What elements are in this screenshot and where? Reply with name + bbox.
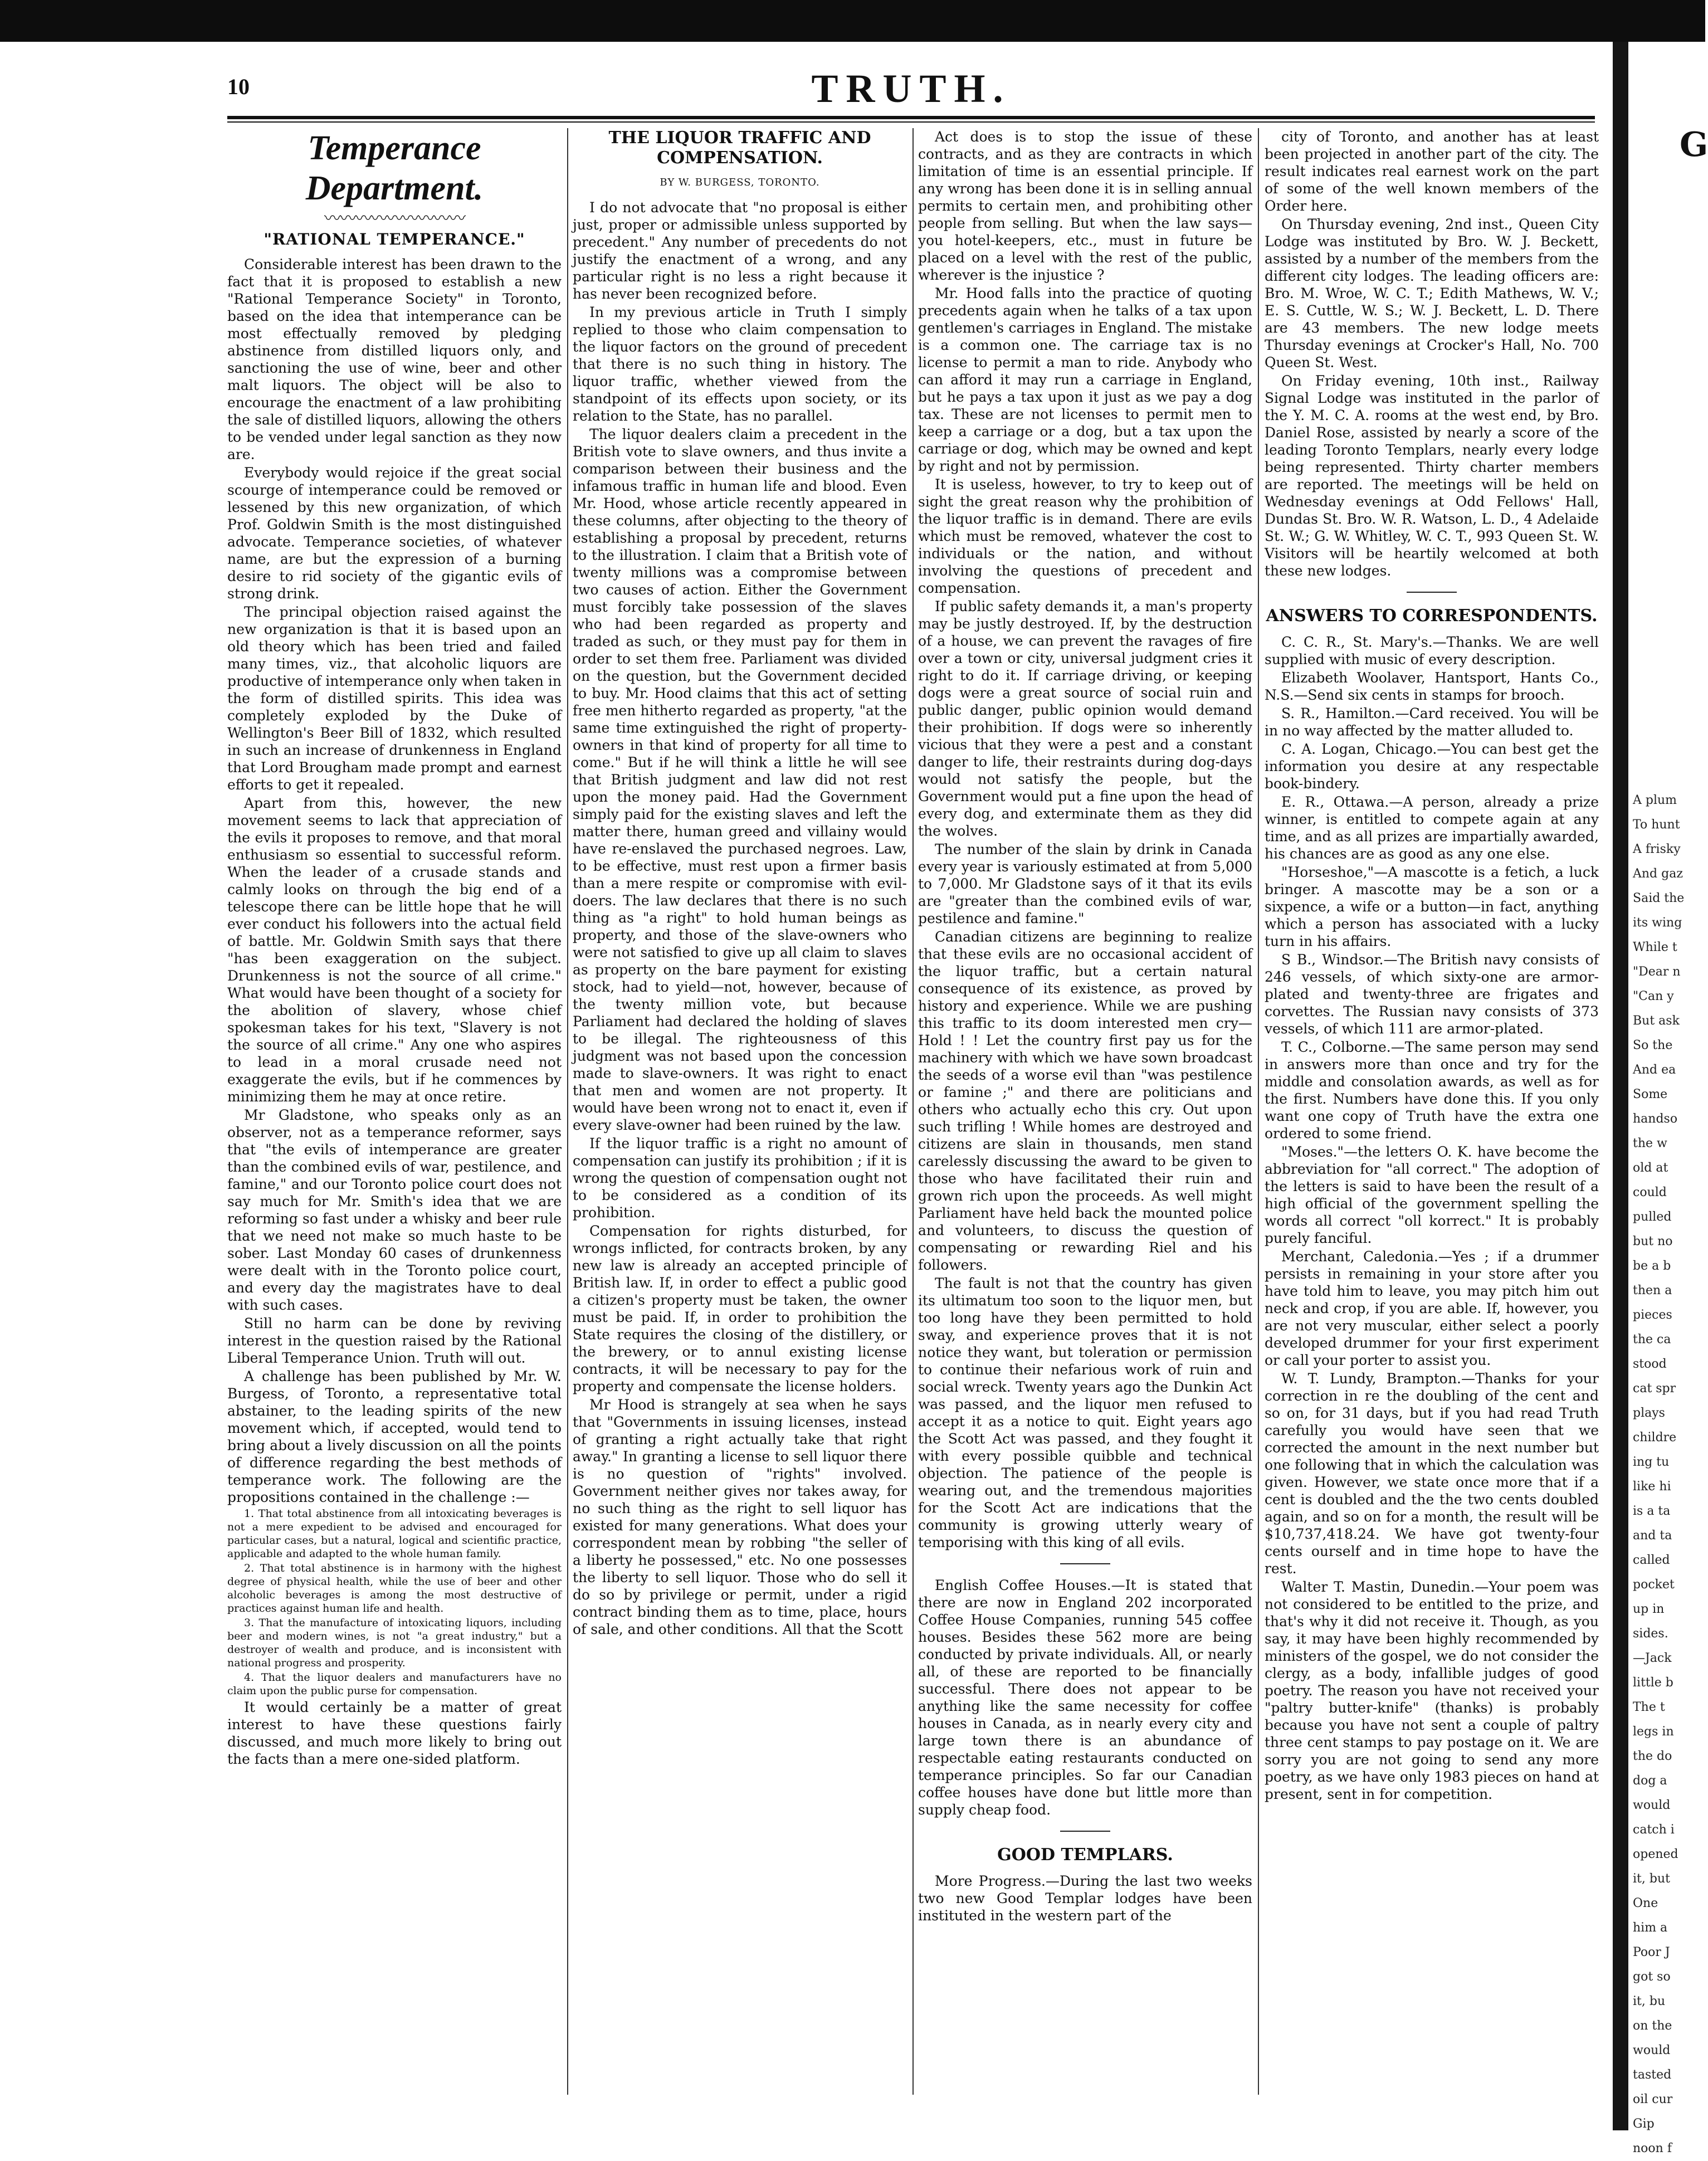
text-fragment: opened: [1633, 1847, 1678, 1861]
paragraph: Still no harm can be done by reviving interest in the question raised by the Rational Liberal Temperance Union. Truth will out.: [227, 1315, 562, 1366]
text-fragment: its wing: [1633, 916, 1682, 930]
answer-item: "Moses."—the letters O. K. have become the abbreviation for "all correct." The adoption of the letters is said to have been the result of a high official of the government spelling the words all correct "oll korrect." It is probably purely fanciful.: [1265, 1144, 1599, 1246]
text-fragment: catch i: [1633, 1823, 1675, 1837]
text-fragment: plays: [1633, 1406, 1665, 1420]
paragraph: Mr Hood is strangely at sea when he says that "Governments in issuing licenses, instead of granting a right actually take that right away." In granting a license to sell liquor there is no question of "rights" involved. Government neither gives nor takes away, for no such thing as the right to sell liquor has existed for many generations. What does your correspondent mean by robbing "the seller of a liberty he possessed," etc. No one possesses the liberty to sell liquor. Those who do sell it do so by privilege or permit, under a rigid contract binding them as to time, place, hours of sale, and other conditions. All that the Scott: [573, 1397, 907, 1637]
text-fragment: The t: [1633, 1700, 1665, 1714]
good-templars-item: More Progress.—During the last two weeks two new Good Templar lodges have been instituted in the western part of the: [918, 1873, 1252, 1924]
paragraph: city of Toronto, and another has at least been projected in another part of the city. The result indicates real earnest work on the part of some of the well known members of the Order here.: [1265, 129, 1599, 214]
answer-item: "Horseshoe,"—A mascotte is a fetich, a luck bringer. A mascotte may be a son or a sixpence, a wife or a button—in fact, anything which a person has associated with a lucky turn in his affairs.: [1265, 864, 1599, 949]
text-fragment: and ta: [1633, 1529, 1672, 1543]
text-fragment: dog a: [1633, 1774, 1667, 1788]
text-fragment: legs in: [1633, 1725, 1674, 1739]
section-heading: GOOD TEMPLARS.: [997, 1845, 1173, 1865]
text-fragment: Some: [1633, 1087, 1668, 1101]
column-divider: [567, 128, 568, 2095]
answer-item: T. C., Colborne.—The same person may send in answers more than once and try for the middle and consolation awards, as well as for the first. Numbers have done this. If you only want one copy of Truth have the extra one ordered to some friend.: [1265, 1039, 1599, 1142]
paragraph: Apart from this, however, the new movement seems to lack that appreciation of the evils it proposes to remove, and that moral enthusiasm so essential to successful reform. When the leader of a crusade stands and calmly looks on through the big end of a telescope there can be little hope that he will ever conduct his followers into the actual field of battle. Mr. Goldwin Smith says that there "has been exaggeration on the subject. Drunkenness is not the source of all crime." What would have been thought of a society for the abolition of slavery, whose chief spokesman takes for his text, "Slavery is not the source of all crime." Any one who aspires to lead in a moral crusade need not exaggerate the evils, but if he commences by minimizing them he may at once retire.: [227, 795, 562, 1105]
answer-item: Walter T. Mastin, Dunedin.—Your poem was not considered to be entitled to the prize, and that's why it did not receive it. Though, as you say, it may have been highly recommended by ministers of the gospel, we do not consider the clergy, as a body, infallible judges of good poetry. The reason you have not received your "paltry butter-knife" (thanks) is probably because you have not sent a couple of paltry three cent stamps to pay postage on it. We are sorry you are not going to send any more poetry, as we have only 1983 pieces on hand at present, sent in for competition.: [1265, 1579, 1599, 1802]
article-title: THE LIQUOR TRAFFIC AND COMPENSATION.: [608, 128, 871, 168]
text-fragment: Poor J: [1633, 1945, 1670, 1959]
adjacent-page-strip: [1613, 42, 1708, 2155]
paragraph: Compensation for rights disturbed, for wrongs inflicted, for contracts broken, by any new law is already an accepted principle of British law. If, in order to effect a public good a citizen's property must be taken, the owner must be paid. If, in order to prohibition the State requires the closing of the distillery, or the brewery, or to annul existing license contracts, it will be necessary to pay for the property and compensate the license holders.: [573, 1223, 907, 1394]
text-fragment: would: [1633, 2043, 1671, 2057]
masthead-rule-thin: [227, 121, 1595, 123]
text-fragment: A frisky: [1633, 842, 1681, 856]
article-heading: "RATIONAL TEMPERANCE.": [263, 230, 525, 248]
text-fragment: handso: [1633, 1112, 1678, 1126]
text-fragment: One: [1633, 1896, 1658, 1910]
text-fragment: But ask: [1633, 1014, 1680, 1028]
answers-list: [1265, 633, 1599, 1803]
text-fragment: And ea: [1633, 1063, 1676, 1077]
text-fragment: A plum: [1633, 793, 1677, 807]
byline: BY W. BURGESS, TORONTO.: [660, 177, 820, 188]
text-fragment: is a ta: [1633, 1504, 1671, 1518]
section-divider: [1407, 592, 1457, 593]
column-4: [1265, 128, 1599, 2095]
paragraph: Canadian citizens are beginning to realize that these evils are no occasional accident of the liquor traffic, but a certain natural consequence of its existence, as proved by history and experience. While we are pushing this traffic to its doom interested men cry—Hold ! ! Let the country first pay us for the machinery with which we have sown broadcast the seeds of a worse evil than "was pestilence or famine ;" and there are politicians and others who actually echo this cry. Out upon such trifling ! While homes are destroyed and citizens are slain in thousands, men stand carelessly discussing the award to be given to those who have facilitated their ruin and grown rich upon the proceeds. As well might Parliament have held back the mounted police and volunteers, to discuss the question of compensating or rewarding Riel and his followers.: [918, 929, 1252, 1273]
paragraph: It is useless, however, to try to keep out of sight the great reason why the prohibition of the liquor traffic is in demand. There are evils which must be removed, whatever the cost to individuals or the nation, and without involving the questions of precedent and compensation.: [918, 476, 1252, 596]
text-fragment: the ca: [1633, 1333, 1671, 1347]
text-fragment: then a: [1633, 1284, 1672, 1297]
coffee-houses-item: English Coffee Houses.—It is stated that there are now in England 202 incorporated Coffee House Companies, running 545 coffee houses. Besides these 562 more are being conducted by private individuals. All, or nearly all, of these are reported to be financially successful. There does not appear to be anything like the same necessity for coffee houses in Canada, as in nearly every city and large town there is an abundance of respectable eating restaurants conducted on temperance principles. So far our Canadian coffee houses have done but little more than supply cheap food.: [918, 1577, 1252, 1818]
paragraph: In my previous article in Truth I simply replied to those who claim compensation to the liquor factors on the ground of precedent that there is no such thing in history. The liquor traffic, whether viewed from the standpoint of its effects upon society, or its relation to the State, has no parallel.: [573, 304, 907, 424]
paragraph: On Thursday evening, 2nd inst., Queen City Lodge was instituted by Bro. W. J. Beckett, assisted by a number of the members from the different city lodges. The leading officers are: Bro. M. Wroe, W. C. T.; Edith Mathews, W. V.; E. S. Cuttle, W. S.; W. J. Beckett, L. D. There are 43 members. The new lodge meets Thursday evenings at Crocker's Hall, No. 700 Queen St. West.: [1265, 216, 1599, 370]
text-fragment: like hi: [1633, 1480, 1671, 1494]
text-fragment: it, bu: [1633, 1994, 1666, 2008]
column-1: [227, 128, 562, 2095]
paragraph: If the liquor traffic is a right no amount of compensation can justify its prohibition ; if it is wrong the question of compensation ought not to be considered as a condition of its prohibition.: [573, 1135, 907, 1221]
adjacent-text-fragments: [1633, 788, 1703, 2161]
adjacent-heading-fragment: G: [1680, 125, 1708, 164]
newspaper-title: TRUTH.: [811, 66, 1011, 111]
article-body: [573, 199, 907, 1638]
text-fragment: oil cur: [1633, 2092, 1673, 2106]
answer-item: Merchant, Caledonia.—Yes ; if a drummer persists in remaining in your store after you have told him to leave, you may pitch him out neck and crop, if you are able. If, however, you are not very muscular, either select a poorly developed drummer for your first experiment or call your porter to assist you.: [1265, 1248, 1599, 1368]
section-divider: [1060, 1563, 1110, 1564]
text-fragment: the w: [1633, 1136, 1667, 1150]
paragraph: The liquor dealers claim a precedent in the British vote to slave owners, and thus invite a comparison between their business and the infamous traffic in human life and blood. Even Mr. Hood, whose article recently appeared in these columns, after objecting to the theory of establishing a proposal by precedent, returns to the illustration. I claim that a British vote of twenty millions was a compromise between two causes of action. Either the Government must forcibly take possession of the slaves who had been regarded as property and traded as such, or they must pay for them in order to set them free. Parliament was divided on the question, but the Government decided to buy. Mr. Hood claims that this act of setting free men hitherto regarded as property, "at the same time extinguished the right of property-owners in that kind of property for all time to come." But if he will think a little he will see that British judgment and law did not rest upon the money paid. Had the Government simply paid for the existing slaves and left the matter there, human greed and villainy would have re-enslaved the purchased negroes. Law, to be effective, must rest upon a firmer basis than a mere respite or compromise with evil-doers. The law declares that there is no such thing as "a right" to hold human beings as property, and those of the slave-owners who were not satisfied to give up all claim to slaves as property on the bare payment for existing stock, had to yield—not, however, because of the twenty million vote, but because Parliament had declared the holding of slaves to be illegal. The righteousness of this judgment was not based upon the concession made to slave-owners. It was right to enact that men and women are not property. It would have been wrong not to enact it, even if every slave-owner had been ruined by the law.: [573, 426, 907, 1133]
text-fragment: Gip: [1633, 2117, 1655, 2131]
paragraph: Mr. Hood falls into the practice of quoting precedents again when he talks of a tax upon gentlemen's carriages in England. The mistake is a common one. The carriage tax is no license to permit a man to ride. Anybody who can afford it may run a carriage in England, but he pays a tax upon it just as we pay a dog tax. These are not licenses to permit men to keep a carriage or a dog, but a tax upon the carriage or dog, which may be owned and kept by right and not by permission.: [918, 285, 1252, 474]
ornamental-rule: 〰〰〰〰〰〰〰〰〰: [324, 209, 465, 228]
text-fragment: So the: [1633, 1038, 1673, 1052]
text-fragment: tasted: [1633, 2068, 1672, 2082]
propositions-list: [227, 1507, 562, 1697]
text-fragment: pulled: [1633, 1210, 1672, 1224]
text-fragment: it, but: [1633, 1872, 1670, 1886]
column-divider: [912, 128, 914, 2095]
text-fragment: up in: [1633, 1602, 1665, 1616]
text-fragment: the do: [1633, 1749, 1672, 1763]
text-fragment: Said the: [1633, 891, 1685, 905]
paragraph: A challenge has been published by Mr. W. Burgess, of Toronto, a representative total abstainer, to the leading spirits of the new movement which, if accepted, would tend to bring about a lively discussion on all the points of difference regarding the best methods of temperance work. The following are the propositions contained in the challenge :—: [227, 1368, 562, 1505]
text-fragment: childre: [1633, 1431, 1677, 1445]
text-fragment: but no: [1633, 1235, 1673, 1248]
text-fragment: "Can y: [1633, 989, 1674, 1003]
proposition-item: 3. That the manufacture of intoxicating liquors, including beer and modern wines, is not "a great industry," but a destroyer of wealth and produce, and is inconsistent with national progress and prosperity.: [227, 1617, 562, 1669]
masthead-rule: [227, 116, 1595, 119]
text-fragment: would: [1633, 1798, 1671, 1812]
text-fragment: on the: [1633, 2019, 1672, 2033]
text-fragment: pieces: [1633, 1308, 1672, 1322]
text-fragment: called: [1633, 1553, 1670, 1567]
article-closing: It would certainly be a matter of great interest to have these questions fairly discussed, and much more likely to bring out the facts than a mere one-sided platform.: [227, 1699, 562, 1767]
paragraph: The number of the slain by drink in Canada every year is variously estimated at from 5,000 to 7,000. Mr Gladstone says of it that its evils are "greater than the combined evils of war, pestilence and famine.": [918, 841, 1252, 926]
text-fragment: To hunt: [1633, 818, 1680, 832]
article-body: [918, 128, 1252, 1551]
paragraph: Considerable interest has been drawn to the fact that it is proposed to establish a new "Rational Temperance Society" in Toronto, based on the idea that intemperance can be most effectually removed by pledging abstinence from distilled liquors only, and sanctioning the use of wine, beer and other malt liquors. The object will be also to encourage the enactment of a law prohibiting the sale of distilled liquors, allowing the others to be vended under legal sanction as they now are.: [227, 256, 562, 462]
masthead: [227, 61, 1595, 123]
paragraph: On Friday evening, 10th inst., Railway Signal Lodge was instituted in the parlor of the Y. M. C. A. rooms at the west end, by Bro. Daniel Rose, assisted by nearly a score of the leading Toronto Templars, nearly every lodge being represented. Thirty charter members are reported. The meetings will be held on Wednesday evenings at Odd Fellows' Hall, Dundas St. Bro. W. R. Watson, L. D., 4 Adelaide St. W.; G. W. Whitley, W. C. T., 993 Queen St. W. Visitors will be heartily welcomed at both these new lodges.: [1265, 373, 1599, 579]
text-fragment: stood: [1633, 1357, 1667, 1371]
text-fragment: ing tu: [1633, 1455, 1670, 1469]
answer-item: S B., Windsor.—The British navy consists of 246 vessels, of which sixty-one are armor-plated and twenty-three are frigates and corvettes. The Russian navy consists of 373 vessels, of which 111 are armor-plated.: [1265, 952, 1599, 1037]
text-fragment: While t: [1633, 940, 1677, 954]
answer-item: S. R., Hamilton.—Card received. You will be in no way affected by the matter alluded to.: [1265, 705, 1599, 739]
page-gutter-shadow: [1613, 42, 1628, 2130]
text-fragment: got so: [1633, 1970, 1671, 1984]
text-fragment: could: [1633, 1186, 1667, 1199]
column-2: [573, 128, 907, 2095]
paragraph: Act does is to stop the issue of these contracts, and as they are contracts in which limitation of time is an essential principle. If any wrong has been done it is in selling annual permits to certain men, and prohibiting other people from selling. But when the law says—you hotel-keepers, etc., must in future be placed on a level with the rest of the public, wherever is the injustice ?: [918, 129, 1252, 283]
answer-item: C. C. R., St. Mary's.—Thanks. We are well supplied with music of every description.: [1265, 634, 1599, 667]
page-number: 10: [227, 74, 250, 99]
answer-item: Elizabeth Woolaver, Hantsport, Hants Co., N.S.—Send six cents in stamps for brooch.: [1265, 670, 1599, 703]
text-fragment: cat spr: [1633, 1382, 1676, 1396]
answer-item: E. R., Ottawa.—A person, already a prize winner, is entitled to compete again at any time, and as all prizes are impartially awarded, his chances are as good as any one else.: [1265, 794, 1599, 862]
text-fragment: —Jack: [1633, 1651, 1672, 1665]
text-fragment: pocket: [1633, 1578, 1675, 1592]
text-fragment: little b: [1633, 1676, 1673, 1690]
text-fragment: sides.: [1633, 1627, 1668, 1641]
answer-item: W. T. Lundy, Brampton.—Thanks for your correction in re the doubling of the cent and so on, for 31 days, but if you had read Truth carefully you would have seen that we corrected the amount in the next number but one following that in which the calculation was given. However, we state once more that if a cent is doubled and the the two cents doubled again, and so on for a month, the result will be $10,737,418.24. We have got twenty-four cents ourself and in time hope to have the rest.: [1265, 1370, 1599, 1577]
department-title: Temperance Department.: [305, 129, 484, 207]
scan-top-border: [0, 0, 1705, 42]
text-fragment: noon f: [1633, 2142, 1672, 2155]
paragraph: Everybody would rejoice if the great social scourge of intemperance could be removed or lessened by this new organization, of which Prof. Goldwin Smith is the most distinguished advocate. Temperance societies, of whatever name, are but the expression of a burning desire to rid society of the gigantic evils of strong drink.: [227, 465, 562, 602]
paragraph: The fault is not that the country has given its ultimatum too soon to the liquor men, but too long have they been permitted to hold sway, and experience proves that it is not notice they want, but toleration or permission to continue their nefarious work of ruin and social wreck. Twenty years ago the Dunkin Act was passed, and the liquor men refused to accept it as a notice to quit. Eight years ago the Scott Act was passed, and they fought it with every possible quibble and technical objection. The patience of the people is wearing out, and the tremendous majorities for the Scott Act are indications that the community is growing utterly weary of temporising with this king of all evils.: [918, 1275, 1252, 1550]
text-fragment: be a b: [1633, 1259, 1671, 1273]
column-3: [918, 128, 1252, 2095]
text-fragment: And gaz: [1633, 867, 1683, 881]
proposition-item: 4. That the liquor dealers and manufacturers have no claim upon the public purse for compensation.: [227, 1671, 562, 1697]
paragraph: If public safety demands it, a man's property may be justly destroyed. If, by the destruction of a house, we can prevent the ravages of fire over a town or city, universal judgment cries it right to do it. If carriage driving, or keeping dogs were a great source of social ruin and public danger, public opinion would demand their prohibition. If dogs were so inherently vicious that they were a pest and a constant danger to life, their restraints during dog-days would not satisfy the people, but the Government would put a fine upon the head of every dog, and exterminate them as they did the wolves.: [918, 598, 1252, 839]
text-fragment: old at: [1633, 1161, 1668, 1175]
section-divider: [1060, 1831, 1110, 1832]
text-fragment: "Dear n: [1633, 965, 1681, 979]
text-fragment: him a: [1633, 1921, 1668, 1935]
section-heading: ANSWERS TO CORRESPONDENTS.: [1266, 606, 1598, 626]
proposition-item: 1. That total abstinence from all intoxicating beverages is not a mere expedient to be advised and encouraged for particular cases, but a natural, logical and scientific practice, applicable and adapted to the whole human family.: [227, 1508, 562, 1560]
paragraph: The principal objection raised against the new organization is that it is based upon an old theory which has been tried and failed many times, viz., that alcoholic liquors are productive of intemperance only when taken in the form of distilled spirits. This idea was completely exploded by the Duke of Wellington's Beer Bill of 1832, which resulted in such an increase of drunkenness in England that Lord Brougham made prompt and earnest efforts to get it repealed.: [227, 604, 562, 793]
proposition-item: 2. That total abstinence is in harmony with the highest degree of physical health, while the use of beer and other alcoholic beverages is among the most destructive of practices against human life and health.: [227, 1562, 562, 1614]
answer-item: C. A. Logan, Chicago.—You can best get the information you desire at any respectable book-bindery.: [1265, 741, 1599, 792]
article-body: [1265, 128, 1599, 579]
article-body: [227, 256, 562, 1506]
paragraph: Mr Gladstone, who speaks only as an observer, not as a temperance reformer, says that "the evils of intemperance are greater than the combined evils of war, pestilence, and famine," and our Toronto police court does not say much for Mr. Smith's idea that we are reforming so fast under a whisky and beer rule that we need not make so much haste to be sober. Last Monday 60 cases of drunkenness were dealt with in the Toronto police court, and every day the magistrates have to deal with such cases.: [227, 1107, 562, 1313]
column-divider: [1258, 128, 1259, 2095]
paragraph: I do not advocate that "no proposal is either just, proper or admissible unless supported by precedent." Any number of precedents do not justify the enactment of a wrong, and any particular right is no less a right because it has never been recognized before.: [573, 199, 907, 302]
